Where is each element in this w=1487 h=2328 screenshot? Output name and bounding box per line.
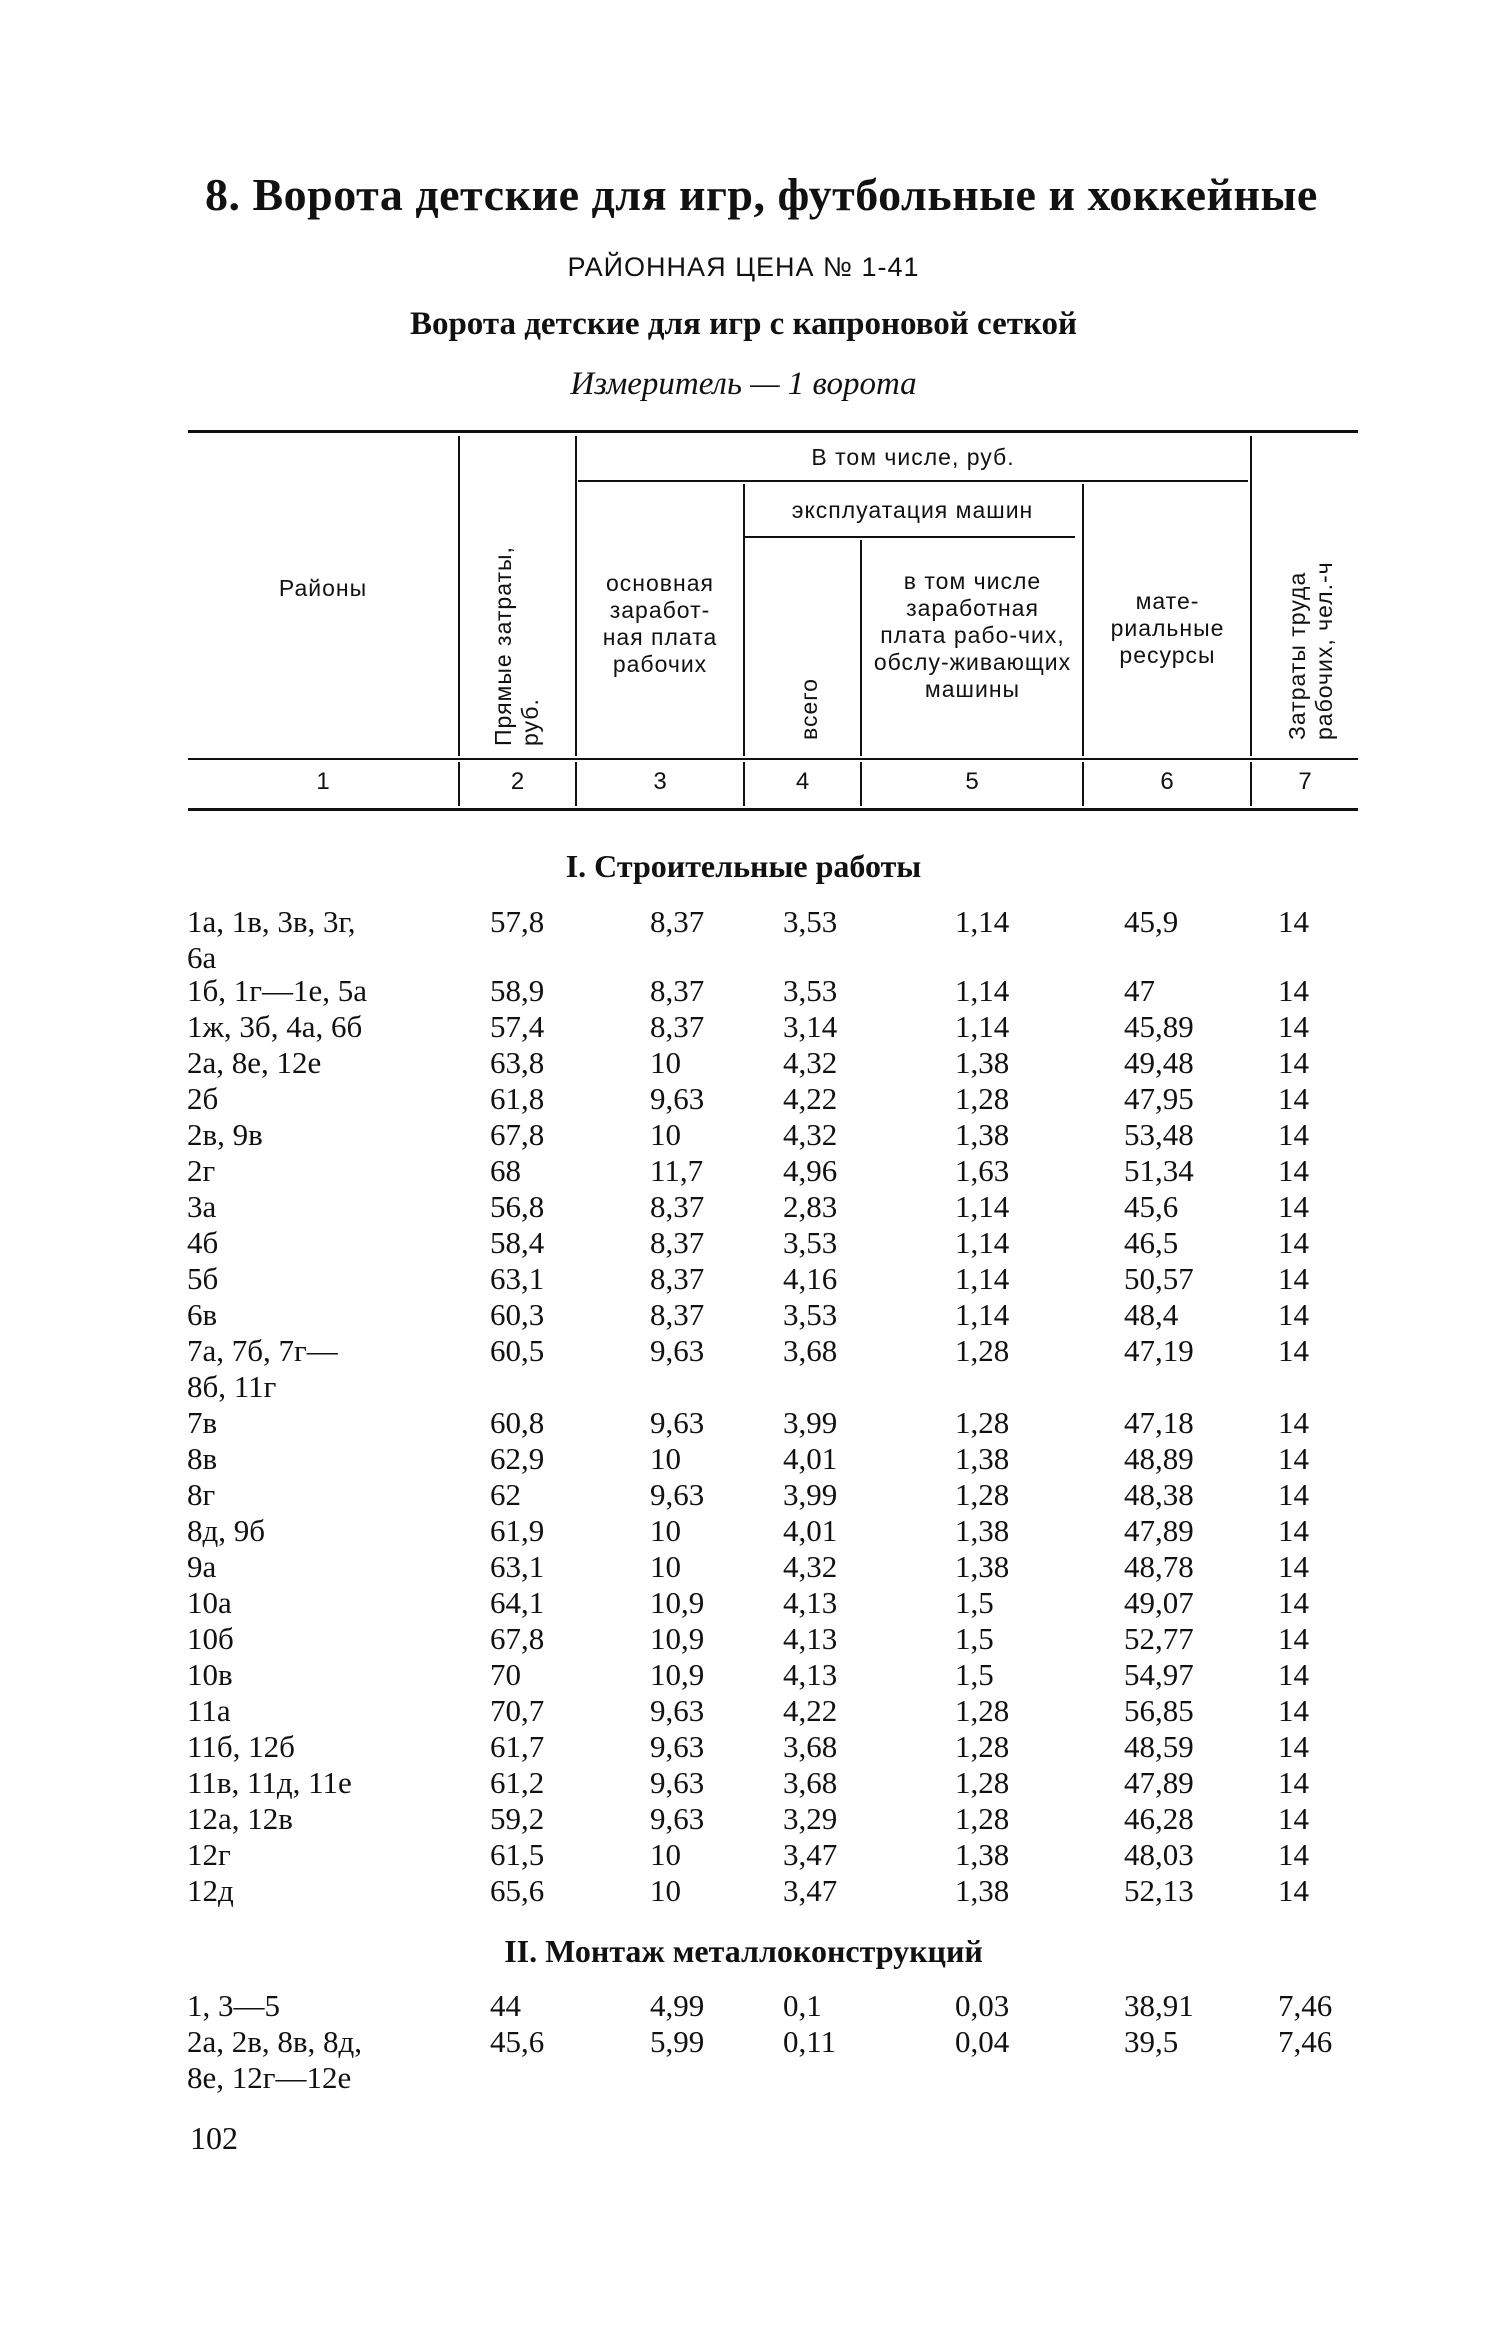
wage-cell: 9,63 [650,1405,705,1440]
machine-total-cell: 4,32 [783,1117,838,1152]
labor-cell: 14 [1278,1225,1309,1260]
table-row [0,1441,1487,1477]
labor-cell: 14 [1278,1153,1309,1188]
region-cell: 12д [187,1873,234,1908]
wage-cell: 8,37 [650,973,705,1008]
divider-3 [743,484,745,756]
direct-cost-cell: 61,9 [490,1513,545,1548]
machine-wage-cell: 1,28 [955,1765,1010,1800]
direct-cost-cell: 45,6 [490,2024,545,2059]
region-cell: 10в [187,1657,233,1692]
machine-wage-cell: 1,38 [955,1837,1010,1872]
materials-cell: 46,28 [1124,1801,1194,1836]
wage-cell: 10 [650,1045,681,1080]
wage-cell: 10 [650,1837,681,1872]
materials-cell: 45,89 [1124,1009,1194,1044]
table-row [0,1153,1487,1189]
machine-total-cell: 2,83 [783,1189,838,1224]
col-number-7: 7 [1298,768,1312,795]
region-cell: 10б [187,1621,234,1656]
wage-cell: 5,99 [650,2024,705,2059]
region-cell: 12а, 12в [187,1801,293,1836]
divider-2 [575,436,577,756]
materials-cell: 53,48 [1124,1117,1194,1152]
machine-wage-cell: 0,04 [955,2024,1010,2059]
including-under-rule [578,480,1248,482]
machine-total-cell: 3,53 [783,1297,838,1332]
header-incl-wage: в том числе заработная плата рабо-чих, обслу-живающих машины [873,568,1072,702]
materials-cell: 50,57 [1124,1261,1194,1296]
region-cell: 3а [187,1189,217,1224]
table-row [0,1081,1487,1117]
wage-cell: 10,9 [650,1621,705,1656]
machine-wage-cell: 1,38 [955,1513,1010,1548]
materials-cell: 49,07 [1124,1585,1194,1620]
labor-cell: 14 [1278,1693,1309,1728]
table-row [0,1297,1487,1333]
table-row [0,1837,1487,1873]
machine-total-cell: 4,01 [783,1441,838,1476]
direct-cost-cell: 61,2 [490,1765,545,1800]
labor-cell: 14 [1278,973,1309,1008]
labor-cell: 14 [1278,1513,1309,1548]
table-subtitle: Ворота детские для игр с капроновой сеткой [409,306,1078,342]
machine-wage-cell: 1,63 [955,1153,1010,1188]
region-cell: 11б, 12б [187,1729,295,1764]
col-number-4: 4 [795,768,810,795]
materials-cell: 48,89 [1124,1441,1194,1476]
wage-cell: 9,63 [650,1729,705,1764]
region-cell: 8е, 12г—12е [187,2060,352,2095]
machine-total-cell: 3,99 [783,1405,838,1440]
direct-cost-cell: 63,1 [490,1261,545,1296]
direct-cost-cell: 58,9 [490,973,545,1008]
unit-of-measure: Измеритель — 1 ворота [570,366,917,402]
labor-cell: 14 [1278,1765,1309,1800]
region-cell: 2г [187,1153,216,1188]
machine-total-cell: 4,96 [783,1153,838,1188]
machine-wage-cell: 1,14 [955,973,1010,1008]
header-labor: Затраты труда рабочих, чел.-ч [1284,561,1337,740]
wage-cell: 8,37 [650,1225,705,1260]
labor-cell: 14 [1278,1117,1309,1152]
table-row [0,1549,1487,1585]
table-row [0,1801,1487,1837]
region-cell: 1, 3—5 [187,1988,280,2023]
table-row [0,1657,1487,1693]
machine-total-cell: 3,47 [783,1837,838,1872]
table-row [0,1621,1487,1657]
table-row [0,1693,1487,1729]
header-bottom-rule [188,758,1358,760]
page-title: 8. Ворота детские для игр, футбольные и хоккейные [205,169,1318,220]
labor-cell: 7,46 [1278,1988,1333,2023]
direct-cost-cell: 44 [490,1988,521,2023]
machine-wage-cell: 1,5 [955,1621,994,1656]
col-number-3: 3 [653,768,667,795]
wage-cell: 9,63 [650,1693,705,1728]
machine-wage-cell: 1,28 [955,1693,1010,1728]
labor-cell: 14 [1278,1189,1309,1224]
header-base-wage: основная заработ-ная плата рабочих [602,570,718,677]
labor-cell: 14 [1278,1549,1309,1584]
machines-under-rule [745,536,1075,538]
wage-cell: 8,37 [650,1189,705,1224]
table-row [0,904,1487,940]
wage-cell: 11,7 [650,1153,704,1188]
section-heading: II. Монтаж металлоконструкций [504,1933,983,1969]
divider-1 [458,436,460,756]
region-cell: 7а, 7б, 7г— [187,1333,338,1368]
direct-cost-cell: 70 [490,1657,521,1692]
labor-cell: 14 [1278,1837,1309,1872]
wage-cell: 8,37 [650,904,705,939]
machine-total-cell: 4,13 [783,1657,838,1692]
materials-cell: 47 [1124,973,1155,1008]
region-cell: 12г [187,1837,231,1872]
machine-wage-cell: 0,03 [955,1988,1010,2023]
wage-cell: 8,37 [650,1261,705,1296]
labor-cell: 14 [1278,1657,1309,1692]
machine-wage-cell: 1,28 [955,1405,1010,1440]
wage-cell: 9,63 [650,1801,705,1836]
table-row [0,1585,1487,1621]
wage-cell: 9,63 [650,1081,705,1116]
table-row [0,2024,1487,2060]
direct-cost-cell: 70,7 [490,1693,545,1728]
direct-cost-cell: 59,2 [490,1801,545,1836]
materials-cell: 39,5 [1124,2024,1179,2059]
materials-cell: 45,6 [1124,1189,1179,1224]
region-cell: 6в [187,1297,218,1332]
header-machine-ops: эксплуатация машин [791,497,1034,523]
wage-cell: 10 [650,1117,681,1152]
machine-total-cell: 3,68 [783,1729,838,1764]
materials-cell: 38,91 [1124,1988,1194,2023]
machine-total-cell: 3,29 [783,1801,838,1836]
wage-cell: 9,63 [650,1765,705,1800]
machine-wage-cell: 1,14 [955,904,1010,939]
direct-cost-cell: 57,4 [490,1009,545,1044]
table-row-continuation [0,2060,1487,2096]
materials-cell: 47,19 [1124,1333,1194,1368]
region-cell: 4б [187,1225,219,1260]
region-cell: 11в, 11д, 11е [187,1765,352,1800]
machine-wage-cell: 1,5 [955,1585,994,1620]
table-row-continuation [0,1369,1487,1405]
labor-cell: 14 [1278,1009,1309,1044]
region-cell: 1б, 1г—1е, 5а [187,973,368,1008]
divider-6 [1250,436,1252,756]
header-including: В том числе, руб. [811,444,1015,470]
col-number-1: 1 [316,768,330,795]
machine-wage-cell: 1,38 [955,1549,1010,1584]
table-row [0,973,1487,1009]
materials-cell: 47,95 [1124,1081,1194,1116]
machine-wage-cell: 1,38 [955,1873,1010,1908]
header-regions: Районы [278,575,368,601]
machine-total-cell: 3,99 [783,1477,838,1512]
wage-cell: 10 [650,1441,681,1476]
materials-cell: 47,89 [1124,1513,1194,1548]
machine-total-cell: 4,13 [783,1585,838,1620]
col-number-5: 5 [965,768,979,795]
materials-cell: 46,5 [1124,1225,1179,1260]
machine-wage-cell: 1,28 [955,1477,1010,1512]
direct-cost-cell: 65,6 [490,1873,545,1908]
col-number-6: 6 [1160,768,1174,795]
wage-cell: 9,63 [650,1333,705,1368]
region-cell: 8б, 11г [187,1369,277,1404]
table-row [0,1117,1487,1153]
direct-cost-cell: 61,5 [490,1837,545,1872]
labor-cell: 14 [1278,1873,1309,1908]
header-direct-costs: Прямые затраты, руб. [490,546,543,746]
region-cell: 2а, 8е, 12е [187,1045,322,1080]
machine-total-cell: 3,53 [783,904,838,939]
materials-cell: 52,13 [1124,1873,1194,1908]
region-cell: 1ж, 3б, 4а, 6б [187,1009,363,1044]
table-row [0,1765,1487,1801]
wage-cell: 8,37 [650,1009,705,1044]
labor-cell: 14 [1278,1477,1309,1512]
region-cell: 5б [187,1261,219,1296]
region-cell: 8в [187,1441,218,1476]
materials-cell: 56,85 [1124,1693,1194,1728]
labor-cell: 14 [1278,1585,1309,1620]
page-number: 102 [190,2120,238,2156]
direct-cost-cell: 68 [490,1153,521,1188]
machine-total-cell: 4,22 [783,1081,838,1116]
region-cell: 2в, 9в [187,1117,263,1152]
labor-cell: 14 [1278,1801,1309,1836]
header-total: всего [796,678,822,740]
labor-cell: 14 [1278,1297,1309,1332]
machine-wage-cell: 1,14 [955,1189,1010,1224]
materials-cell: 51,34 [1124,1153,1194,1188]
machine-total-cell: 4,16 [783,1261,838,1296]
machine-wage-cell: 1,14 [955,1225,1010,1260]
region-cell: 6а [187,940,217,975]
direct-cost-cell: 67,8 [490,1117,545,1152]
region-cell: 2а, 2в, 8в, 8д, [187,2024,363,2059]
materials-cell: 48,38 [1124,1477,1194,1512]
machine-wage-cell: 1,28 [955,1729,1010,1764]
wage-cell: 4,99 [650,1988,705,2023]
materials-cell: 48,59 [1124,1729,1194,1764]
wage-cell: 8,37 [650,1297,705,1332]
table-row [0,1405,1487,1441]
machine-total-cell: 3,47 [783,1873,838,1908]
wage-cell: 10,9 [650,1657,705,1692]
table-row [0,1477,1487,1513]
machine-wage-cell: 1,14 [955,1261,1010,1296]
region-cell: 9а [187,1549,217,1584]
table-row [0,1225,1487,1261]
direct-cost-cell: 62 [490,1477,521,1512]
wage-cell: 10 [650,1513,681,1548]
region-cell: 8д, 9б [187,1513,266,1548]
machine-wage-cell: 1,38 [955,1117,1010,1152]
direct-cost-cell: 58,4 [490,1225,545,1260]
header-materials: мате-риальные ресурсы [1110,588,1225,668]
wage-cell: 10 [650,1873,681,1908]
materials-cell: 48,03 [1124,1837,1194,1872]
colnum-bottom-rule [188,808,1358,811]
machine-wage-cell: 1,14 [955,1009,1010,1044]
direct-cost-cell: 62,9 [490,1441,545,1476]
region-cell: 2б [187,1081,219,1116]
direct-cost-cell: 67,8 [490,1621,545,1656]
machine-wage-cell: 1,28 [955,1081,1010,1116]
materials-cell: 52,77 [1124,1621,1194,1656]
labor-cell: 14 [1278,1261,1309,1296]
materials-cell: 48,4 [1124,1297,1179,1332]
machine-wage-cell: 1,38 [955,1441,1010,1476]
labor-cell: 14 [1278,1621,1309,1656]
table-row [0,1189,1487,1225]
col-number-2: 2 [510,768,525,795]
region-cell: 11а [187,1693,231,1728]
wage-cell: 9,63 [650,1477,705,1512]
direct-cost-cell: 60,8 [490,1405,545,1440]
materials-cell: 49,48 [1124,1045,1194,1080]
table-row-continuation [0,940,1487,976]
machine-wage-cell: 1,5 [955,1657,994,1692]
table-row [0,1261,1487,1297]
direct-cost-cell: 61,7 [490,1729,545,1764]
direct-cost-cell: 63,1 [490,1549,545,1584]
labor-cell: 14 [1278,1333,1309,1368]
machine-total-cell: 3,53 [783,973,838,1008]
machine-total-cell: 3,14 [783,1009,838,1044]
machine-total-cell: 4,01 [783,1513,838,1548]
machine-total-cell: 3,68 [783,1333,838,1368]
divider-4 [860,540,862,756]
labor-cell: 14 [1278,1081,1309,1116]
materials-cell: 45,9 [1124,904,1179,939]
materials-cell: 47,18 [1124,1405,1194,1440]
machine-wage-cell: 1,28 [955,1333,1010,1368]
section-heading: I. Строительные работы [565,848,922,884]
direct-cost-cell: 64,1 [490,1585,545,1620]
machine-total-cell: 0,1 [783,1988,822,2023]
machine-total-cell: 4,32 [783,1045,838,1080]
table-row [0,1513,1487,1549]
machine-wage-cell: 1,38 [955,1045,1010,1080]
machine-total-cell: 4,13 [783,1621,838,1656]
machine-total-cell: 4,32 [783,1549,838,1584]
direct-cost-cell: 57,8 [490,904,545,939]
region-cell: 10а [187,1585,232,1620]
labor-cell: 14 [1278,1729,1309,1764]
wage-cell: 10 [650,1549,681,1584]
divider-5 [1082,484,1084,756]
region-cell: 8г [187,1477,216,1512]
labor-cell: 14 [1278,904,1309,939]
labor-cell: 7,46 [1278,2024,1333,2059]
direct-cost-cell: 61,8 [490,1081,545,1116]
machine-total-cell: 3,68 [783,1765,838,1800]
labor-cell: 14 [1278,1441,1309,1476]
table-row [0,1729,1487,1765]
materials-cell: 54,97 [1124,1657,1194,1692]
materials-cell: 47,89 [1124,1765,1194,1800]
direct-cost-cell: 60,3 [490,1297,545,1332]
direct-cost-cell: 56,8 [490,1189,545,1224]
direct-cost-cell: 63,8 [490,1045,545,1080]
machine-total-cell: 4,22 [783,1693,838,1728]
table-row [0,1333,1487,1369]
header-top-rule [188,430,1358,433]
table-row [0,1873,1487,1909]
table-row [0,1009,1487,1045]
labor-cell: 14 [1278,1405,1309,1440]
machine-wage-cell: 1,28 [955,1801,1010,1836]
materials-cell: 48,78 [1124,1549,1194,1584]
region-cell: 1а, 1в, 3в, 3г, [187,904,356,939]
wage-cell: 10,9 [650,1585,705,1620]
region-cell: 7в [187,1405,218,1440]
machine-wage-cell: 1,14 [955,1297,1010,1332]
machine-total-cell: 0,11 [783,2024,837,2059]
table-row [0,1045,1487,1081]
table-row [0,1988,1487,2024]
district-price-label: РАЙОННАЯ ЦЕНА № 1-41 [567,252,920,282]
labor-cell: 14 [1278,1045,1309,1080]
machine-total-cell: 3,53 [783,1225,838,1260]
direct-cost-cell: 60,5 [490,1333,545,1368]
